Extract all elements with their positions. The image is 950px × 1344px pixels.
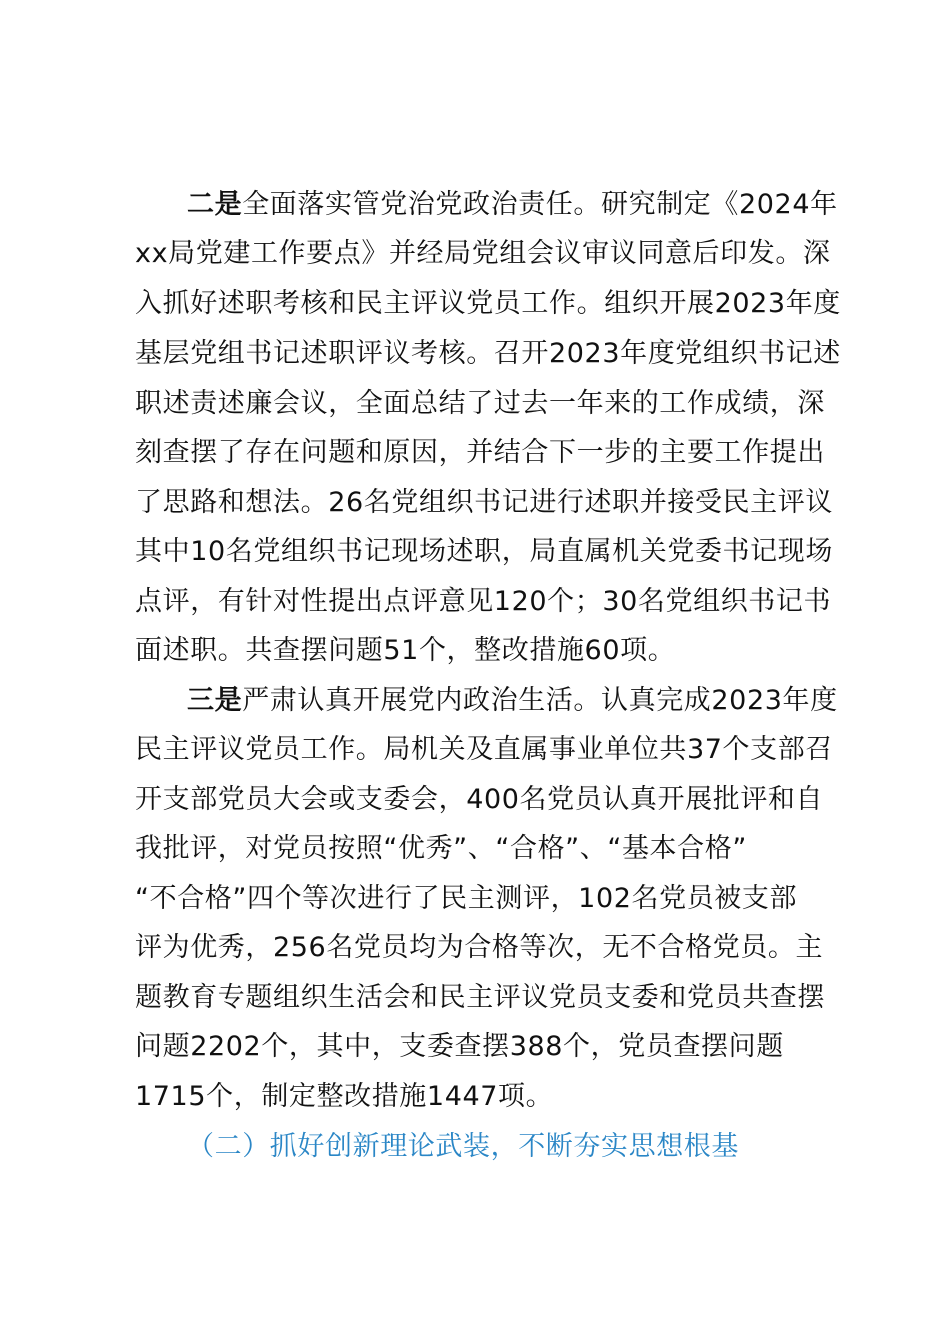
paragraph-2-line-9: 1715个，制定整改措施1447项。 [135, 1081, 554, 1112]
paragraph-1-line-4: 基层党组书记述职评议考核。召开2023年度党组织书记述 [135, 338, 841, 369]
paragraph-2-line-4: 我批评，对党员按照“优秀”、“合格”、“基本合格” [135, 833, 747, 864]
paragraph-1-line-2: xx局党建工作要点》并经局党组会议审议同意后印发。深 [135, 238, 831, 269]
paragraph-1-line-10: 面述职。共查摆问题51个，整改措施60项。 [135, 635, 676, 666]
paragraph-2-line-8: 问题2202个，其中，支委查摆388个，党员查摆问题 [135, 1031, 784, 1062]
paragraph-1-lead: 二是 [187, 189, 243, 220]
paragraph-1-line-9: 点评，有针对性提出点评意见120个；30名党组织书记书 [135, 586, 832, 617]
paragraph-2-line-5: “不合格”四个等次进行了民主测评，102名党员被支部 [135, 883, 798, 914]
paragraph-1-line-8: 其中10名党组织书记现场述职，局直属机关党委书记现场 [135, 536, 833, 567]
paragraph-1-line-7: 了思路和想法。26名党组织书记进行述职并接受民主评议 [135, 487, 833, 518]
paragraph-2-line-6: 评为优秀，256名党员均为合格等次，无不合格党员。主 [135, 932, 824, 963]
paragraph-2-line-2: 民主评议党员工作。局机关及直属事业单位共37个支部召 [135, 734, 833, 765]
paragraph-1-line-3: 入抓好述职考核和民主评议党员工作。组织开展2023年度 [135, 288, 841, 319]
paragraph-1-line-6: 刻查摆了存在问题和原因，并结合下一步的主要工作提出 [135, 437, 825, 468]
paragraph-1-line-1 [187, 188, 838, 222]
paragraph-1-text: 全面落实管党治党政治责任。研究制定《2024年 [242, 189, 838, 220]
section-heading: （二）抓好创新理论武装，不断夯实思想根基 [187, 1131, 739, 1162]
paragraph-2-text: 严肃认真开展党内政治生活。认真完成2023年度 [242, 685, 838, 716]
paragraph-2-line-3: 开支部党员大会或支委会，400名党员认真开展批评和自 [135, 784, 824, 815]
paragraph-2-lead: 三是 [187, 685, 243, 716]
paragraph-1-line-5: 职述责述廉会议，全面总结了过去一年来的工作成绩，深 [135, 388, 825, 419]
paragraph-2-line-7: 题教育专题组织生活会和民主评议党员支委和党员共查摆 [135, 982, 825, 1013]
paragraph-2-line-1 [187, 684, 838, 718]
